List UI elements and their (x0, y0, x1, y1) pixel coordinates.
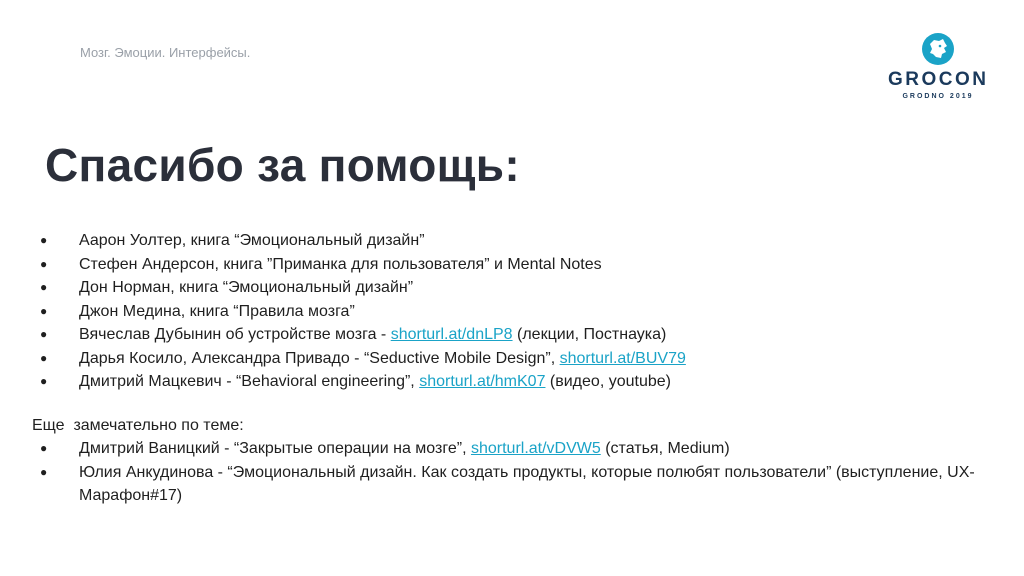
logo-name: GROCON (888, 69, 989, 90)
logo-subtitle: GRODNO 2019 (902, 93, 974, 100)
bullet: ● (40, 280, 48, 294)
grocon-logo (888, 32, 988, 100)
thanks-list (40, 229, 1010, 394)
list-item (40, 323, 1010, 347)
slide-subtitle: Мозг. Эмоции. Интерфейсы. (80, 45, 251, 60)
list-item (40, 229, 1010, 253)
list-item (40, 276, 1010, 300)
item-text: Дон Норман, книга “Эмоциональный дизайн” (79, 279, 414, 296)
bullet: ● (40, 256, 48, 271)
bullet: ● (40, 303, 48, 318)
list-item (40, 461, 1010, 508)
item-text: Дарья Косило, Александра Привадо - “Seductive Mobile Design”, (79, 349, 560, 367)
shorturl-link[interactable]: shorturl.at/dnLP8 (390, 326, 513, 343)
item-text: Аарон Уолтер, книга “Эмоциональный дизайн” (79, 232, 425, 249)
shorturl-link[interactable]: shorturl.at/vDVW5 (470, 440, 601, 457)
page-title: Спасибо за помощь: (45, 139, 520, 191)
item-text: Дмитрий Ваницкий - “Закрытые операции на мозге”, (79, 440, 471, 457)
lion-head-icon (921, 32, 955, 66)
item-note: (видео, youtube) (545, 373, 671, 390)
item-text: Стефен Андерсон, книга ”Приманка для пользователя” и Mental Notes (79, 255, 602, 273)
bullet: ● (40, 464, 48, 479)
bullet: ● (40, 441, 48, 455)
list-item (40, 370, 1010, 394)
list-item (40, 437, 1010, 461)
shorturl-link[interactable]: shorturl.at/BUV79 (559, 349, 686, 367)
extra-list (40, 437, 1010, 508)
list-item (40, 347, 1010, 371)
bullet: ● (40, 233, 48, 247)
bullet: ● (40, 327, 48, 341)
item-text: Дмитрий Мацкевич - “Behavioral engineering”, (79, 373, 420, 390)
list-item (40, 253, 1010, 277)
bullet: ● (40, 350, 48, 365)
list-item (40, 300, 1010, 324)
bullet: ● (40, 374, 48, 388)
extra-heading: Еще замечательно по теме: (32, 417, 244, 434)
item-text: Юлия Анкудинова - “Эмоциональный дизайн. Как создать продукты, которые полюбят пользователи” (выступление, UX-Марафон#17) (79, 463, 975, 504)
item-text: Вячеслав Дубынин об устройстве мозга - (79, 326, 391, 343)
item-text: Джон Медина, книга “Правила мозга” (79, 302, 355, 320)
item-note: (статья, Medium) (600, 440, 730, 457)
item-note: (лекции, Постнаука) (512, 326, 667, 343)
shorturl-link[interactable]: shorturl.at/hmK07 (419, 373, 546, 390)
